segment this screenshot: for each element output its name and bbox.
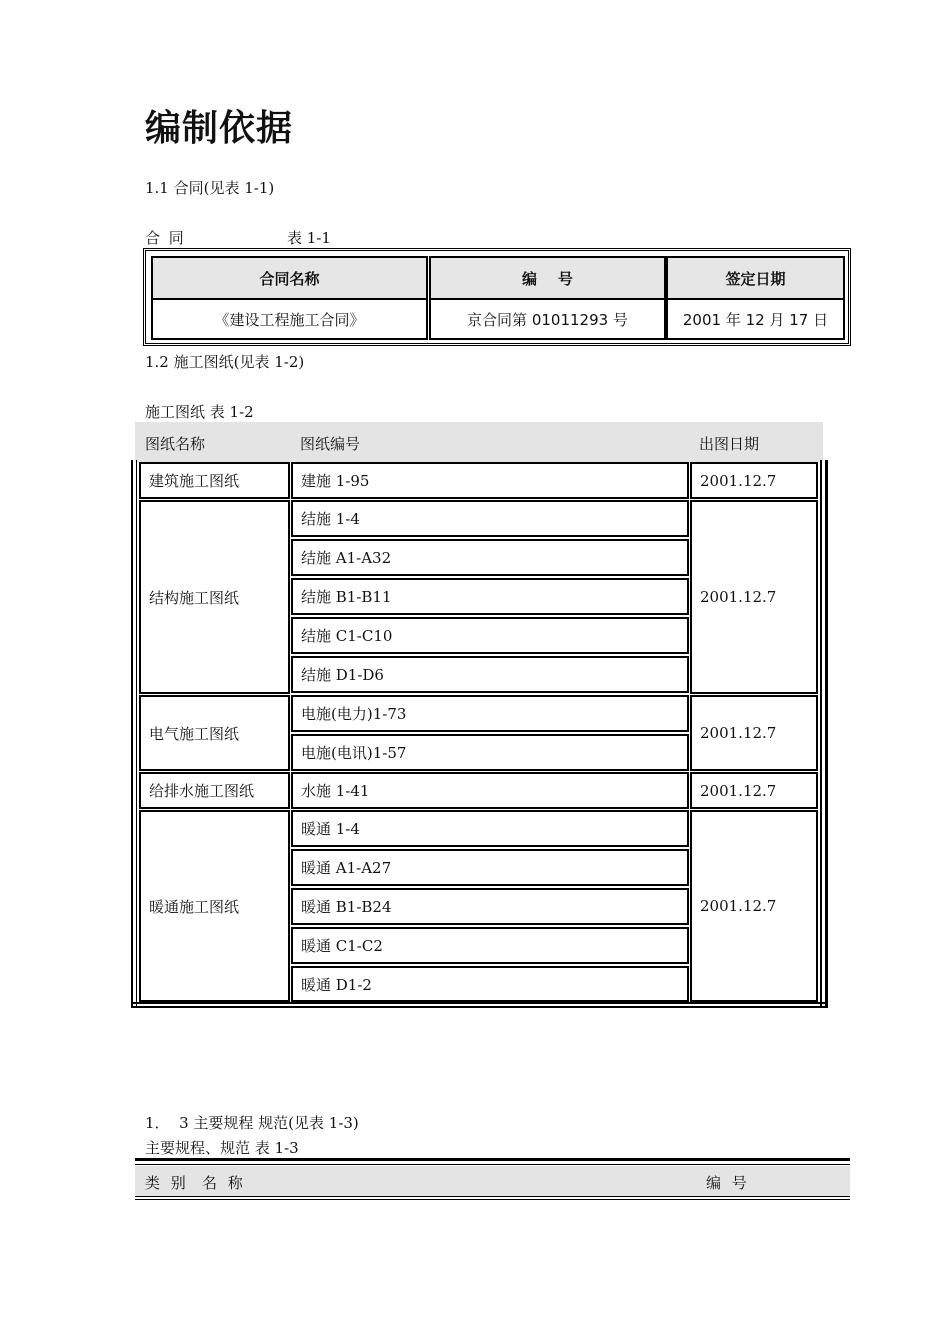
contract-table <box>143 248 851 346</box>
header-category: 类 别 <box>145 1174 189 1192</box>
group-name-architecture: 建筑施工图纸 <box>139 462 290 499</box>
group-date-plumbing: 2001.12.7 <box>690 772 818 809</box>
drawings-table <box>131 460 828 1008</box>
header-name: 名 称 <box>202 1174 246 1192</box>
drawing-number-cell: 暖通 A1-A27 <box>291 849 689 886</box>
table-1-1-caption-left: 合 同 <box>145 229 186 247</box>
header-sign-date: 签定日期 <box>666 256 845 300</box>
page-title: 编制依据 <box>145 108 294 149</box>
header-issue-date: 出图日期 <box>699 435 760 453</box>
group-name-electrical: 电气施工图纸 <box>139 695 290 771</box>
drawing-number-cell: 结施 B1-B11 <box>291 578 689 615</box>
drawing-number-cell: 结施 1-4 <box>291 500 689 537</box>
section-heading-1-2: 1.2 施工图纸(见表 1-2) <box>145 353 305 371</box>
group-date-architecture: 2001.12.7 <box>690 462 818 499</box>
header-contract-name: 合同名称 <box>151 256 428 300</box>
drawing-number-cell: 电施(电力)1-73 <box>291 695 689 732</box>
table-1-3-caption: 主要规程、规范 表 1-3 <box>145 1139 299 1157</box>
header-drawing-number: 图纸编号 <box>300 435 361 453</box>
section-heading-1-3: 1． 3 主要规程 规范(见表 1-3) <box>145 1114 359 1132</box>
group-name-plumbing: 给排水施工图纸 <box>139 772 290 809</box>
group-date-hvac: 2001.12.7 <box>690 810 818 1002</box>
group-name-structure: 结构施工图纸 <box>139 500 290 694</box>
cell-contract-name: 《建设工程施工合同》 <box>151 298 428 340</box>
drawing-number-cell: 水施 1-41 <box>291 772 689 809</box>
header-code: 编 号 <box>706 1174 750 1192</box>
drawing-number-cell: 电施(电讯)1-57 <box>291 734 689 771</box>
drawings-table-header <box>135 422 823 462</box>
section-heading-1-1: 1.1 合同(见表 1-1) <box>145 179 275 197</box>
drawing-number-cell: 暖通 C1-C2 <box>291 927 689 964</box>
standards-table-header <box>135 1166 850 1196</box>
cell-sign-date: 2001 年 12 月 17 日 <box>666 298 845 340</box>
group-date-electrical: 2001.12.7 <box>690 695 818 771</box>
drawing-number-cell: 暖通 D1-2 <box>291 966 689 1002</box>
table-1-1-caption-right: 表 1-1 <box>287 229 331 247</box>
drawing-number-cell: 暖通 1-4 <box>291 810 689 847</box>
drawing-number-cell: 建施 1-95 <box>291 462 689 499</box>
header-drawing-name: 图纸名称 <box>145 435 206 453</box>
table-1-2-caption: 施工图纸 表 1-2 <box>145 403 254 421</box>
group-date-structure: 2001.12.7 <box>690 500 818 694</box>
drawing-number-cell: 结施 D1-D6 <box>291 656 689 693</box>
header-number: 编 号 <box>429 256 666 300</box>
cell-contract-number: 京合同第 01011293 号 <box>429 298 666 340</box>
drawing-number-cell: 结施 A1-A32 <box>291 539 689 576</box>
drawing-number-cell: 暖通 B1-B24 <box>291 888 689 925</box>
drawing-number-cell: 结施 C1-C10 <box>291 617 689 654</box>
group-name-hvac: 暖通施工图纸 <box>139 810 290 1002</box>
